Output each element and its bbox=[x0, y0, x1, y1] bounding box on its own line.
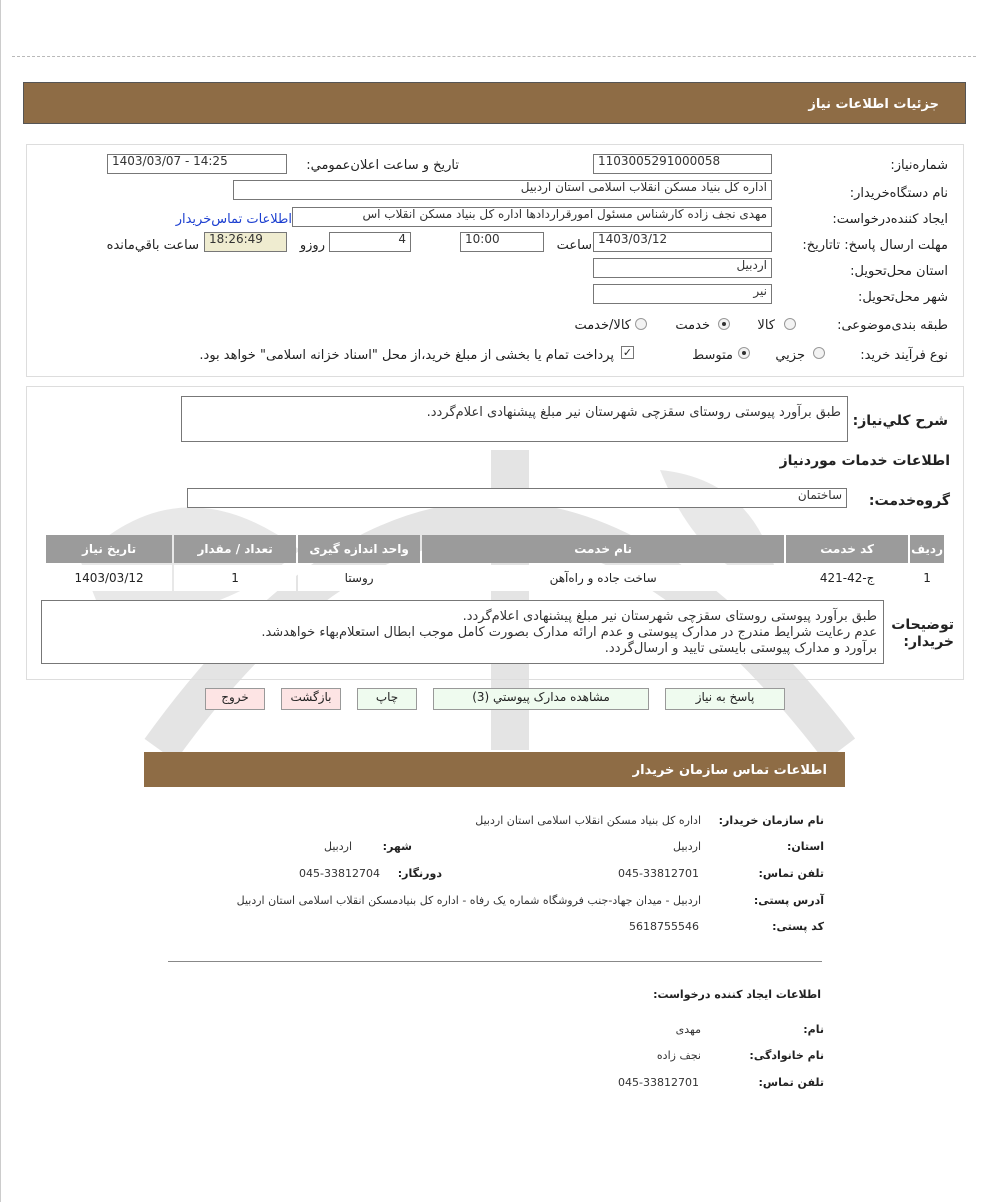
cell-unit: روستا bbox=[298, 565, 420, 591]
cell-service-name: ساخت جاده و راه‌آهن bbox=[422, 565, 784, 591]
col-quantity-header: تعداد / مقدار bbox=[174, 535, 296, 563]
requester-family-label: نام خانوادگی: bbox=[749, 1049, 824, 1062]
treasury-payment-note: پرداخت تمام يا بخشی از مبلغ خريد،از محل "اسناد خزانه اسلامی" خواهد بود. bbox=[199, 348, 614, 363]
attachments-button[interactable]: مشاهده مدارک پيوستي (3) bbox=[433, 688, 649, 710]
buyer-contact-title: اطلاعات تماس سازمان خريدار bbox=[632, 763, 827, 778]
process-medium-label: متوسط bbox=[692, 348, 733, 363]
city-field[interactable]: نیر bbox=[593, 284, 772, 304]
contact-fax-value: 045-33812704 bbox=[299, 867, 380, 880]
creator-label: ايجاد کننده‌درخواست: bbox=[832, 212, 948, 227]
col-service-code-header: کد خدمت bbox=[786, 535, 908, 563]
creator-field[interactable]: مهدی نجف زاده کارشناس مسئول امورقراردادها اداره کل بنیاد مسکن انقلاب اس bbox=[292, 207, 772, 227]
category-label: طبقه بندی‌موضوعی: bbox=[837, 318, 948, 333]
announce-date-label: تاريخ و ساعت اعلان‌عمومي: bbox=[306, 158, 459, 173]
need-number-field[interactable]: 1103005291000058 bbox=[593, 154, 772, 174]
buyer-org-field[interactable]: اداره کل بنیاد مسکن انقلاب اسلامی استان اردبیل bbox=[233, 180, 772, 200]
back-button[interactable]: بازگشت bbox=[281, 688, 341, 710]
print-button[interactable]: چاپ bbox=[357, 688, 417, 710]
city-label: شهر محل‌تحويل: bbox=[858, 290, 948, 305]
contact-province-value: اردبیل bbox=[673, 840, 701, 853]
cell-row-number: 1 bbox=[910, 565, 944, 591]
top-divider bbox=[12, 56, 976, 57]
process-minor-label: جزيي bbox=[775, 348, 805, 363]
category-goods-service-label: کالا/خدمت bbox=[574, 318, 631, 333]
contact-phone-value: 045-33812701 bbox=[618, 867, 699, 880]
services-section-title: اطلاعات خدمات مورد‌نياز bbox=[779, 453, 950, 469]
buyer-notes-label: توضيحات خريدار: bbox=[891, 617, 954, 650]
hour-label: ساعت bbox=[556, 238, 592, 253]
treasury-payment-checkbox[interactable]: ✓ bbox=[622, 346, 633, 359]
col-service-name-header: نام خدمت bbox=[422, 535, 784, 563]
col-need-date-header: تاريخ نياز bbox=[46, 535, 172, 563]
requester-name-value: مهدی bbox=[675, 1023, 701, 1036]
table-header-row bbox=[46, 535, 944, 563]
buyer-notes-line: طبق برآورد پیوستی روستای سقزچی شهرستان نیر مبلغ پیشنهادی اعلام‌گردد. bbox=[462, 609, 877, 624]
process-medium-radio[interactable] bbox=[738, 347, 750, 359]
service-group-field[interactable]: ساختمان bbox=[187, 488, 847, 508]
remaining-label: ساعت باقي‌مانده bbox=[106, 238, 199, 253]
service-group-label: گروه‌خدمت: bbox=[868, 493, 950, 509]
col-unit-header: واحد اندازه گيری bbox=[298, 535, 420, 563]
buyer-notes-line: عدم رعایت شرایط مندرج در مدارک پیوستی و عدم ارائه مدارک بصورت کامل موجب ابطال استعلام‌بهاء خواهدشد. bbox=[261, 625, 877, 640]
days-field[interactable]: 4 bbox=[329, 232, 411, 252]
cell-service-code: ج-42-421 bbox=[786, 565, 908, 591]
buyer-contact-header bbox=[144, 752, 845, 787]
remaining-time-field: 18:26:49 bbox=[204, 232, 287, 252]
contact-divider bbox=[168, 961, 822, 962]
need-number-label: شماره‌نياز: bbox=[890, 158, 948, 173]
category-goods-label: کالا bbox=[757, 318, 775, 333]
buyer-notes-line: برآورد و مدارک پیوستی بایستی تایید و ارسال‌گردد. bbox=[604, 641, 877, 656]
province-field[interactable]: اردبیل bbox=[593, 258, 772, 278]
contact-address-label: آدرس پستی: bbox=[753, 894, 824, 907]
requester-name-label: نام: bbox=[803, 1023, 824, 1036]
reply-button[interactable]: پاسخ به نياز bbox=[665, 688, 785, 710]
buyer-org-label: نام دستگاه‌خريدار: bbox=[849, 186, 948, 201]
table-row[interactable] bbox=[46, 565, 944, 591]
buyer-contact-link[interactable]: اطلاعات تماس‌خريدار bbox=[175, 212, 292, 227]
requester-phone-label: تلفن تماس: bbox=[758, 1076, 824, 1089]
requester-section-title: اطلاعات ايجاد کننده درخواست: bbox=[653, 988, 821, 1001]
requester-family-value: نجف زاده bbox=[656, 1049, 701, 1062]
contact-city-label: شهر: bbox=[382, 840, 412, 853]
contact-phone-label: تلفن تماس: bbox=[758, 867, 824, 880]
cell-quantity: 1 bbox=[174, 565, 296, 591]
services-table bbox=[44, 533, 946, 593]
category-goods-service-radio[interactable] bbox=[635, 318, 647, 330]
requester-phone-value: 045-33812701 bbox=[618, 1076, 699, 1089]
buyer-notes-field[interactable] bbox=[41, 600, 884, 664]
deadline-label: مهلت ارسال پاسخ: تاتاريخ: bbox=[802, 238, 948, 253]
page-left-edge bbox=[0, 0, 1, 1202]
general-description-label: شرح کلي‌نياز: bbox=[852, 413, 948, 429]
days-label: روزو bbox=[299, 238, 325, 253]
contact-org-value: اداره کل بنیاد مسکن انقلاب اسلامی استان اردبیل bbox=[475, 814, 701, 827]
contact-postal-label: کد پستی: bbox=[772, 920, 824, 933]
general-description-field[interactable]: طبق برآورد پیوستی روستای سقزچی شهرستان نیر مبلغ پیشنهادی اعلام‌گردد. bbox=[181, 396, 848, 442]
category-service-radio[interactable] bbox=[718, 318, 730, 330]
category-service-label: خدمت bbox=[675, 318, 710, 333]
contact-city-value: اردبیل bbox=[324, 840, 352, 853]
col-row-header: رديف bbox=[910, 535, 944, 563]
exit-button[interactable]: خروج bbox=[205, 688, 265, 710]
details-header-title: جزئيات اطلاعات نياز bbox=[808, 97, 939, 112]
need-info-panel bbox=[26, 144, 964, 377]
contact-postal-value: 5618755546 bbox=[629, 920, 699, 933]
contact-province-label: استان: bbox=[787, 840, 824, 853]
category-goods-radio[interactable] bbox=[784, 318, 796, 330]
details-header-bar bbox=[23, 82, 966, 124]
contact-fax-label: دورنگار: bbox=[397, 867, 442, 880]
deadline-time-field[interactable]: 10:00 bbox=[460, 232, 544, 252]
province-label: استان محل‌تحويل: bbox=[850, 264, 948, 279]
services-table-wrap bbox=[44, 533, 946, 593]
contact-address-value: اردبیل - میدان جهاد-جنب فروشگاه شماره یک رفاه - اداره کل بنیادمسکن انقلاب اسلامی استان اردبیل bbox=[236, 894, 701, 907]
process-minor-radio[interactable] bbox=[813, 347, 825, 359]
cell-need-date: 1403/03/12 bbox=[46, 565, 172, 591]
process-type-label: نوع فرآيند خريد: bbox=[860, 348, 948, 363]
contact-org-label: نام سازمان خريدار: bbox=[718, 814, 824, 827]
announce-date-field[interactable]: 1403/03/07 - 14:25 bbox=[107, 154, 287, 174]
deadline-date-field[interactable]: 1403/03/12 bbox=[593, 232, 772, 252]
